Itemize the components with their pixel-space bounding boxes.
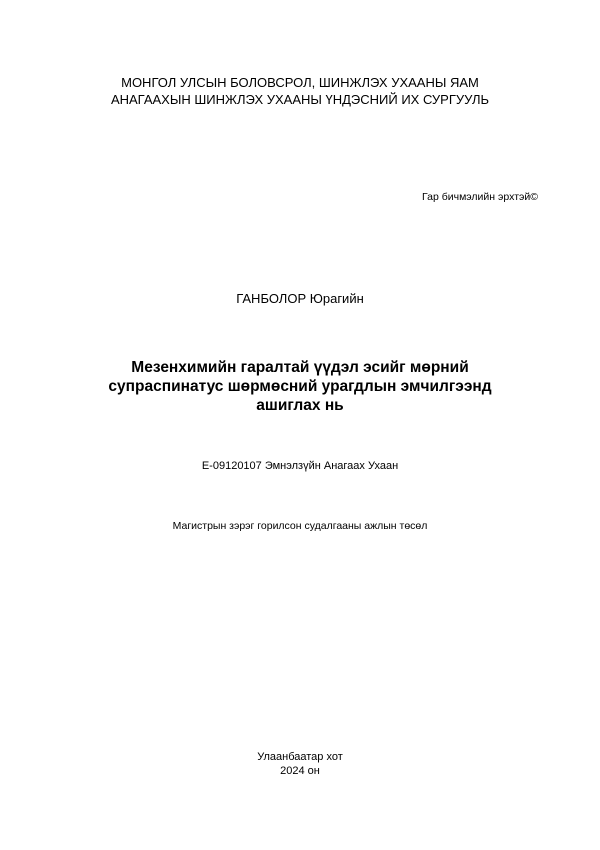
document-type: Магистрын зэрэг горилсон судалгааны ажлын төсөл bbox=[172, 520, 428, 532]
copyright-notice: Гар бичмэлийн эрхтэй© bbox=[422, 191, 538, 203]
title-line-3: ашиглах нь bbox=[256, 397, 344, 414]
year: 2024 он bbox=[280, 765, 320, 777]
title-line-2: супраспинатус шөрмөсний урагдлын эмчилгээнд bbox=[108, 378, 492, 395]
city-name: Улаанбаатар хот bbox=[257, 751, 343, 763]
university-name: АНАГААХЫН ШИНЖЛЭХ УХААНЫ ҮНДЭСНИЙ ИХ СУРГУУЛЬ bbox=[110, 92, 490, 107]
thesis-title bbox=[90, 358, 510, 415]
institution-header bbox=[0, 74, 600, 108]
title-line-1: Мезенхимийн гаралтай үүдэл эсийг мөрний bbox=[131, 359, 469, 376]
ministry-name: МОНГОЛ УЛСЫН БОЛОВСРОЛ, ШИНЖЛЭХ УХААНЫ ЯАМ bbox=[121, 75, 479, 90]
specialty-code: E-09120107 Эмнэлзүйн Анагаах Ухаан bbox=[201, 460, 399, 472]
place-and-date bbox=[0, 750, 600, 778]
author-name: ГАНБОЛОР Юрагийн bbox=[236, 291, 364, 306]
